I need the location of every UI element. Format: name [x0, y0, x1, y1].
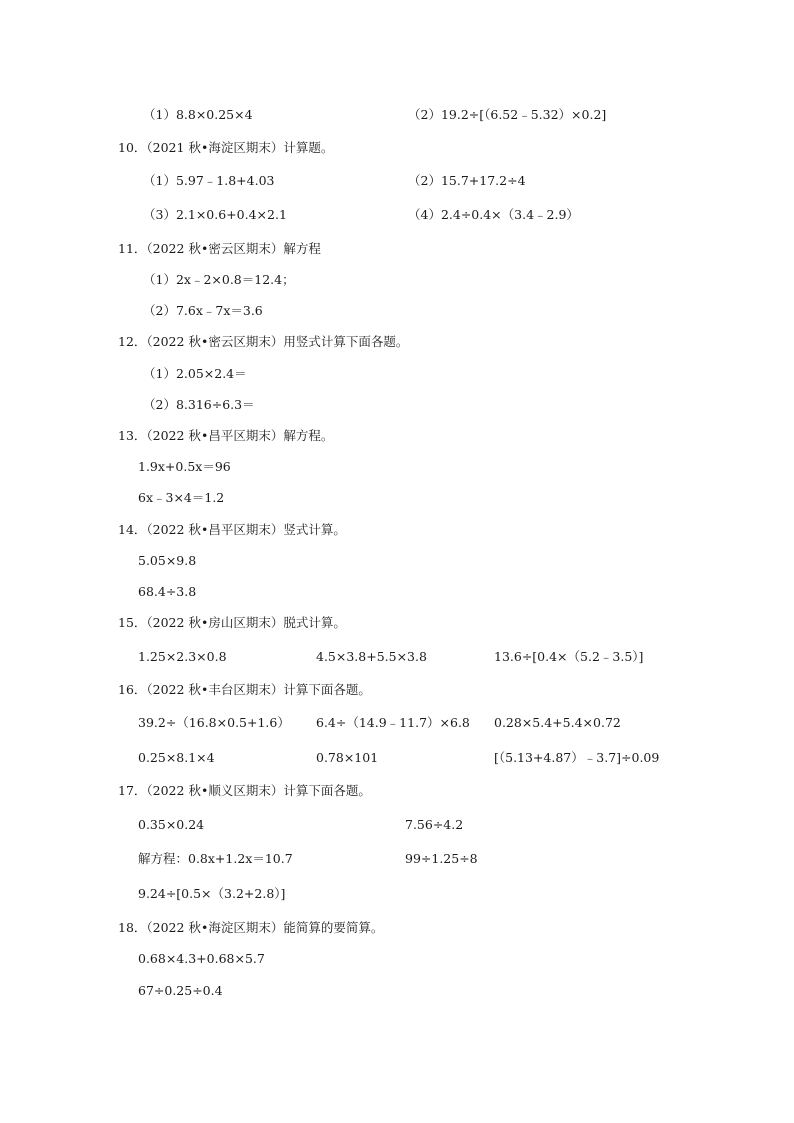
- q13-item-2: 6x﹣3×4＝1.2: [138, 490, 225, 505]
- q10-item-1: （1）5.97﹣1.8+4.03: [143, 173, 275, 188]
- q18-item-2: 67÷0.25÷0.4: [138, 983, 223, 998]
- q14-item-2: 68.4÷3.8: [138, 584, 197, 599]
- q17-item-2: 7.56÷4.2: [405, 817, 464, 832]
- q16-item-4: 0.25×8.1×4: [138, 750, 215, 765]
- q14-heading: 14．（2022 秋•昌平区期末）竖式计算。: [118, 522, 346, 537]
- q10-item-4: （4）2.4÷0.4×（3.4﹣2.9）: [408, 207, 579, 222]
- q12-item-1: （1）2.05×2.4＝: [143, 366, 247, 381]
- q15-item-1: 1.25×2.3×0.8: [138, 649, 227, 664]
- q12-heading: 12．（2022 秋•密云区期末）用竖式计算下面各题。: [118, 334, 409, 349]
- q16-heading: 16．（2022 秋•丰台区期末）计算下面各题。: [118, 682, 371, 697]
- q17-item-1: 0.35×0.24: [138, 817, 205, 832]
- q16-item-1: 39.2÷（16.8×0.5+1.6）: [138, 715, 290, 730]
- q15-heading: 15．（2022 秋•房山区期末）脱式计算。: [118, 615, 346, 630]
- q16-item-6: [（5.13+4.87）﹣3.7]÷0.09: [494, 750, 660, 765]
- q15-item-2: 4.5×3.8+5.5×3.8: [316, 649, 427, 664]
- q10-item-3: （3）2.1×0.6+0.4×2.1: [143, 207, 287, 222]
- q9-item-1: （1）8.8×0.25×4: [143, 107, 253, 122]
- q11-heading: 11．（2022 秋•密云区期末）解方程: [118, 241, 321, 256]
- q16-item-3: 0.28×5.4+5.4×0.72: [494, 715, 621, 730]
- q10-item-2: （2）15.7+17.2÷4: [408, 173, 526, 188]
- q17-item-3: 解方程：0.8x+1.2x＝10.7: [138, 851, 293, 866]
- q14-item-1: 5.05×9.8: [138, 553, 197, 568]
- q13-item-1: 1.9x+0.5x＝96: [138, 459, 231, 474]
- q18-heading: 18．（2022 秋•海淀区期末）能简算的要简算。: [118, 920, 384, 935]
- q16-item-5: 0.78×101: [316, 750, 379, 765]
- q11-item-2: （2）7.6x﹣7x＝3.6: [143, 303, 263, 318]
- q12-item-2: （2）8.316÷6.3＝: [143, 397, 255, 412]
- q11-item-1: （1）2x﹣2×0.8＝12.4；: [143, 272, 295, 287]
- q18-item-1: 0.68×4.3+0.68×5.7: [138, 951, 265, 966]
- q16-item-2: 6.4÷（14.9﹣11.7）×6.8: [316, 715, 470, 730]
- q9-item-2: （2）19.2÷[（6.52﹣5.32）×0.2]: [408, 107, 607, 122]
- q17-item-4: 99÷1.25÷8: [405, 851, 478, 866]
- q17-heading: 17．（2022 秋•顺义区期末）计算下面各题。: [118, 783, 371, 798]
- q10-heading: 10．（2021 秋•海淀区期末）计算题。: [118, 140, 334, 155]
- q15-item-3: 13.6÷[0.4×（5.2﹣3.5）]: [494, 649, 644, 664]
- q13-heading: 13．（2022 秋•昌平区期末）解方程。: [118, 428, 334, 443]
- q17-item-5: 9.24÷[0.5×（3.2+2.8）]: [138, 886, 286, 901]
